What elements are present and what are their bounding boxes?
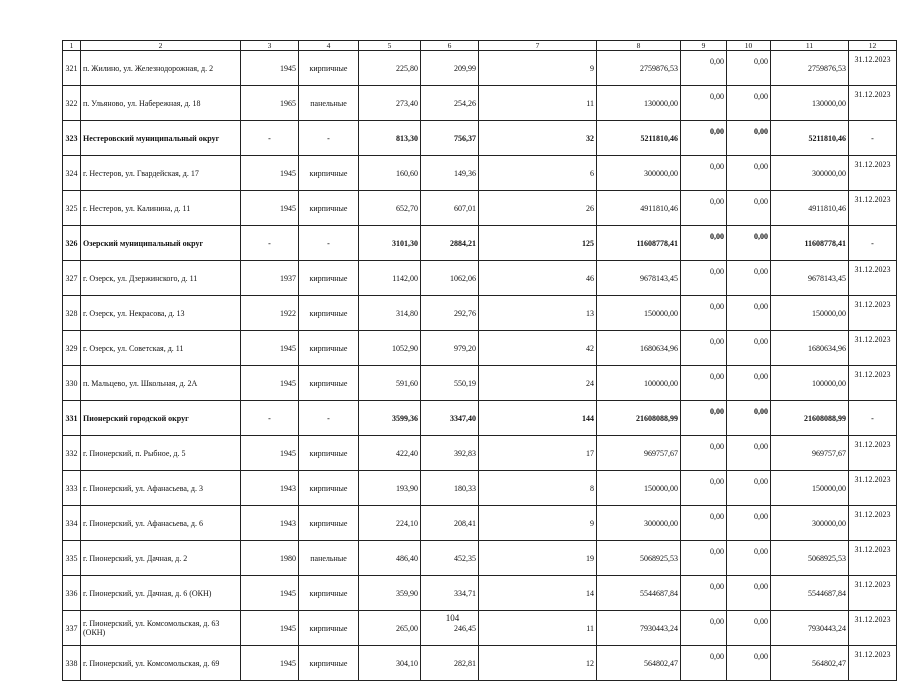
year-cell: 1922 [241, 296, 299, 331]
total-area-cell: 193,90 [359, 471, 421, 506]
living-area-cell: 292,76 [421, 296, 479, 331]
owners-cell: 11608778,41 [771, 226, 849, 261]
material-cell: - [299, 401, 359, 436]
total-cost-cell: 5211810,46 [597, 121, 681, 156]
owners-cell: 2759876,53 [771, 51, 849, 86]
column-number: 2 [81, 41, 241, 51]
table-row [63, 261, 897, 296]
total-cost-cell: 4911810,46 [597, 191, 681, 226]
budget-cell: 0,00 [727, 436, 771, 471]
date-cell: 31.12.2023 [849, 191, 897, 226]
residents-cell: 9 [479, 51, 597, 86]
date-cell: 31.12.2023 [849, 366, 897, 401]
residents-cell: 144 [479, 401, 597, 436]
table-row [63, 191, 897, 226]
owners-cell: 4911810,46 [771, 191, 849, 226]
table-row [63, 471, 897, 506]
living-area-cell: 550,19 [421, 366, 479, 401]
owners-cell: 9678143,45 [771, 261, 849, 296]
address-cell: г. Нестеров, ул. Калинина, д. 11 [81, 191, 241, 226]
owners-cell: 150000,00 [771, 296, 849, 331]
residents-cell: 9 [479, 506, 597, 541]
living-area-cell: 2884,21 [421, 226, 479, 261]
budget-cell: 0,00 [727, 121, 771, 156]
column-number: 7 [479, 41, 597, 51]
residents-cell: 42 [479, 331, 597, 366]
total-cost-cell: 7930443,24 [597, 611, 681, 646]
total-cost-cell: 21608088,99 [597, 401, 681, 436]
date-cell: 31.12.2023 [849, 296, 897, 331]
total-cost-cell: 300000,00 [597, 506, 681, 541]
material-cell: - [299, 121, 359, 156]
total-cost-cell: 150000,00 [597, 471, 681, 506]
column-number: 3 [241, 41, 299, 51]
budget-cell: 0,00 [727, 86, 771, 121]
row-number: 335 [63, 541, 81, 576]
date-cell: 31.12.2023 [849, 506, 897, 541]
year-cell: 1937 [241, 261, 299, 296]
living-area-cell: 149,36 [421, 156, 479, 191]
row-number: 332 [63, 436, 81, 471]
living-area-cell: 208,41 [421, 506, 479, 541]
fund-cell: 0,00 [681, 86, 727, 121]
budget-cell: 0,00 [727, 366, 771, 401]
budget-cell: 0,00 [727, 646, 771, 681]
budget-cell: 0,00 [727, 156, 771, 191]
address-cell: Нестеровский муниципальный округ [81, 121, 241, 156]
column-number: 5 [359, 41, 421, 51]
date-cell: 31.12.2023 [849, 86, 897, 121]
total-cost-cell: 564802,47 [597, 646, 681, 681]
material-cell: панельные [299, 541, 359, 576]
date-cell: 31.12.2023 [849, 541, 897, 576]
address-cell: г. Нестеров, ул. Гвардейская, д. 17 [81, 156, 241, 191]
fund-cell: 0,00 [681, 646, 727, 681]
material-cell: - [299, 226, 359, 261]
address-cell: п. Ульяново, ул. Набережная, д. 18 [81, 86, 241, 121]
table-row [63, 366, 897, 401]
fund-cell: 0,00 [681, 541, 727, 576]
fund-cell: 0,00 [681, 226, 727, 261]
living-area-cell: 3347,40 [421, 401, 479, 436]
residents-cell: 125 [479, 226, 597, 261]
fund-cell: 0,00 [681, 506, 727, 541]
fund-cell: 0,00 [681, 576, 727, 611]
date-cell: 31.12.2023 [849, 646, 897, 681]
total-area-cell: 273,40 [359, 86, 421, 121]
total-cost-cell: 1680634,96 [597, 331, 681, 366]
fund-cell: 0,00 [681, 121, 727, 156]
living-area-cell: 282,81 [421, 646, 479, 681]
year-cell: 1943 [241, 506, 299, 541]
total-area-cell: 3599,36 [359, 401, 421, 436]
year-cell: 1945 [241, 611, 299, 646]
row-number: 326 [63, 226, 81, 261]
owners-cell: 150000,00 [771, 471, 849, 506]
total-cost-cell: 5068925,53 [597, 541, 681, 576]
year-cell: - [241, 401, 299, 436]
address-cell: п. Жилино, ул. Железнодорожная, д. 2 [81, 51, 241, 86]
table-row [63, 576, 897, 611]
material-cell: кирпичные [299, 646, 359, 681]
row-number: 336 [63, 576, 81, 611]
date-cell: - [849, 226, 897, 261]
material-cell: кирпичные [299, 51, 359, 86]
residents-cell: 11 [479, 611, 597, 646]
material-cell: кирпичные [299, 611, 359, 646]
row-number: 331 [63, 401, 81, 436]
total-cost-cell: 5544687,84 [597, 576, 681, 611]
year-cell: 1945 [241, 646, 299, 681]
material-cell: кирпичные [299, 296, 359, 331]
total-area-cell: 591,60 [359, 366, 421, 401]
row-number: 325 [63, 191, 81, 226]
living-area-cell: 452,35 [421, 541, 479, 576]
residents-cell: 11 [479, 86, 597, 121]
row-number: 330 [63, 366, 81, 401]
budget-cell: 0,00 [727, 401, 771, 436]
housing-table [62, 40, 897, 681]
row-number: 338 [63, 646, 81, 681]
residents-cell: 13 [479, 296, 597, 331]
total-cost-cell: 300000,00 [597, 156, 681, 191]
total-cost-cell: 150000,00 [597, 296, 681, 331]
residents-cell: 32 [479, 121, 597, 156]
row-number: 334 [63, 506, 81, 541]
address-cell: г. Пионерский, ул. Дачная, д. 6 (ОКН) [81, 576, 241, 611]
fund-cell: 0,00 [681, 296, 727, 331]
residents-cell: 12 [479, 646, 597, 681]
owners-cell: 300000,00 [771, 156, 849, 191]
residents-cell: 8 [479, 471, 597, 506]
living-area-cell: 607,01 [421, 191, 479, 226]
header-row [63, 41, 897, 51]
fund-cell: 0,00 [681, 366, 727, 401]
budget-cell: 0,00 [727, 541, 771, 576]
row-number: 321 [63, 51, 81, 86]
living-area-cell: 180,33 [421, 471, 479, 506]
living-area-cell: 979,20 [421, 331, 479, 366]
budget-cell: 0,00 [727, 296, 771, 331]
fund-cell: 0,00 [681, 611, 727, 646]
column-number: 9 [681, 41, 727, 51]
total-cost-cell: 11608778,41 [597, 226, 681, 261]
total-cost-cell: 9678143,45 [597, 261, 681, 296]
fund-cell: 0,00 [681, 471, 727, 506]
district-summary-row [63, 401, 897, 436]
owners-cell: 300000,00 [771, 506, 849, 541]
row-number: 323 [63, 121, 81, 156]
column-number: 8 [597, 41, 681, 51]
year-cell: - [241, 121, 299, 156]
address-cell: г. Озерск, ул. Некрасова, д. 13 [81, 296, 241, 331]
table-row [63, 51, 897, 86]
material-cell: кирпичные [299, 471, 359, 506]
residents-cell: 46 [479, 261, 597, 296]
row-number: 328 [63, 296, 81, 331]
total-area-cell: 265,00 [359, 611, 421, 646]
total-area-cell: 314,80 [359, 296, 421, 331]
total-area-cell: 652,70 [359, 191, 421, 226]
date-cell: 31.12.2023 [849, 436, 897, 471]
living-area-cell: 756,37 [421, 121, 479, 156]
district-summary-row [63, 121, 897, 156]
living-area-cell: 209,99 [421, 51, 479, 86]
total-cost-cell: 969757,67 [597, 436, 681, 471]
column-number: 12 [849, 41, 897, 51]
material-cell: кирпичные [299, 436, 359, 471]
row-number: 337 [63, 611, 81, 646]
address-cell: Пионерский городской округ [81, 401, 241, 436]
year-cell: 1980 [241, 541, 299, 576]
date-cell: 31.12.2023 [849, 261, 897, 296]
date-cell: 31.12.2023 [849, 331, 897, 366]
year-cell: 1945 [241, 156, 299, 191]
budget-cell: 0,00 [727, 506, 771, 541]
material-cell: кирпичные [299, 261, 359, 296]
fund-cell: 0,00 [681, 401, 727, 436]
address-cell: г. Пионерский, ул. Дачная, д. 2 [81, 541, 241, 576]
address-cell: г. Пионерский, п. Рыбное, д. 5 [81, 436, 241, 471]
residents-cell: 6 [479, 156, 597, 191]
owners-cell: 21608088,99 [771, 401, 849, 436]
fund-cell: 0,00 [681, 261, 727, 296]
total-area-cell: 486,40 [359, 541, 421, 576]
table-row [63, 436, 897, 471]
total-area-cell: 304,10 [359, 646, 421, 681]
row-number: 329 [63, 331, 81, 366]
owners-cell: 969757,67 [771, 436, 849, 471]
table-row [63, 506, 897, 541]
year-cell: 1945 [241, 331, 299, 366]
budget-cell: 0,00 [727, 471, 771, 506]
material-cell: кирпичные [299, 331, 359, 366]
material-cell: кирпичные [299, 506, 359, 541]
address-cell: г. Озерск, ул. Советская, д. 11 [81, 331, 241, 366]
fund-cell: 0,00 [681, 191, 727, 226]
budget-cell: 0,00 [727, 576, 771, 611]
column-number: 1 [63, 41, 81, 51]
row-number: 327 [63, 261, 81, 296]
owners-cell: 5544687,84 [771, 576, 849, 611]
column-number: 11 [771, 41, 849, 51]
year-cell: 1965 [241, 86, 299, 121]
row-number: 333 [63, 471, 81, 506]
budget-cell: 0,00 [727, 611, 771, 646]
table-row [63, 331, 897, 366]
date-cell: - [849, 121, 897, 156]
residents-cell: 17 [479, 436, 597, 471]
row-number: 322 [63, 86, 81, 121]
date-cell: 31.12.2023 [849, 51, 897, 86]
owners-cell: 130000,00 [771, 86, 849, 121]
year-cell: 1945 [241, 51, 299, 86]
table-row [63, 541, 897, 576]
column-number: 6 [421, 41, 479, 51]
total-area-cell: 225,80 [359, 51, 421, 86]
living-area-cell: 334,71 [421, 576, 479, 611]
address-cell: г. Пионерский, ул. Комсомольская, д. 69 [81, 646, 241, 681]
address-cell: г. Озерск, ул. Дзержинского, д. 11 [81, 261, 241, 296]
page-number: 104 [445, 613, 460, 623]
owners-cell: 100000,00 [771, 366, 849, 401]
owners-cell: 564802,47 [771, 646, 849, 681]
total-area-cell: 224,10 [359, 506, 421, 541]
material-cell: кирпичные [299, 576, 359, 611]
district-summary-row [63, 226, 897, 261]
year-cell: - [241, 226, 299, 261]
address-cell: г. Пионерский, ул. Комсомольская, д. 63 (ОКН) [81, 611, 241, 646]
living-area-cell: 254,26 [421, 86, 479, 121]
fund-cell: 0,00 [681, 436, 727, 471]
residents-cell: 26 [479, 191, 597, 226]
budget-cell: 0,00 [727, 226, 771, 261]
date-cell: 31.12.2023 [849, 611, 897, 646]
table-row [63, 86, 897, 121]
budget-cell: 0,00 [727, 331, 771, 366]
table-row [63, 646, 897, 681]
residents-cell: 14 [479, 576, 597, 611]
total-cost-cell: 2759876,53 [597, 51, 681, 86]
total-area-cell: 1142,00 [359, 261, 421, 296]
total-area-cell: 1052,90 [359, 331, 421, 366]
column-number: 4 [299, 41, 359, 51]
table-row [63, 296, 897, 331]
row-number: 324 [63, 156, 81, 191]
fund-cell: 0,00 [681, 331, 727, 366]
budget-cell: 0,00 [727, 191, 771, 226]
date-cell: 31.12.2023 [849, 471, 897, 506]
budget-cell: 0,00 [727, 51, 771, 86]
address-cell: г. Пионерский, ул. Афанасьева, д. 3 [81, 471, 241, 506]
fund-cell: 0,00 [681, 51, 727, 86]
living-area-cell: 246,45 [421, 611, 479, 646]
material-cell: кирпичные [299, 191, 359, 226]
residents-cell: 24 [479, 366, 597, 401]
address-cell: п. Мальцево, ул. Школьная, д. 2А [81, 366, 241, 401]
material-cell: кирпичные [299, 156, 359, 191]
owners-cell: 5068925,53 [771, 541, 849, 576]
material-cell: панельные [299, 86, 359, 121]
total-cost-cell: 130000,00 [597, 86, 681, 121]
total-area-cell: 3101,30 [359, 226, 421, 261]
address-cell: Озерский муниципальный округ [81, 226, 241, 261]
material-cell: кирпичные [299, 366, 359, 401]
fund-cell: 0,00 [681, 156, 727, 191]
total-area-cell: 422,40 [359, 436, 421, 471]
year-cell: 1945 [241, 576, 299, 611]
total-area-cell: 813,30 [359, 121, 421, 156]
owners-cell: 5211810,46 [771, 121, 849, 156]
date-cell: 31.12.2023 [849, 156, 897, 191]
budget-cell: 0,00 [727, 261, 771, 296]
date-cell: - [849, 401, 897, 436]
living-area-cell: 392,83 [421, 436, 479, 471]
residents-cell: 19 [479, 541, 597, 576]
column-number: 10 [727, 41, 771, 51]
table-row [63, 156, 897, 191]
address-cell: г. Пионерский, ул. Афанасьева, д. 6 [81, 506, 241, 541]
owners-cell: 7930443,24 [771, 611, 849, 646]
total-area-cell: 160,60 [359, 156, 421, 191]
year-cell: 1945 [241, 191, 299, 226]
living-area-cell: 1062,06 [421, 261, 479, 296]
year-cell: 1945 [241, 366, 299, 401]
year-cell: 1945 [241, 436, 299, 471]
year-cell: 1943 [241, 471, 299, 506]
owners-cell: 1680634,96 [771, 331, 849, 366]
total-area-cell: 359,90 [359, 576, 421, 611]
date-cell: 31.12.2023 [849, 576, 897, 611]
total-cost-cell: 100000,00 [597, 366, 681, 401]
